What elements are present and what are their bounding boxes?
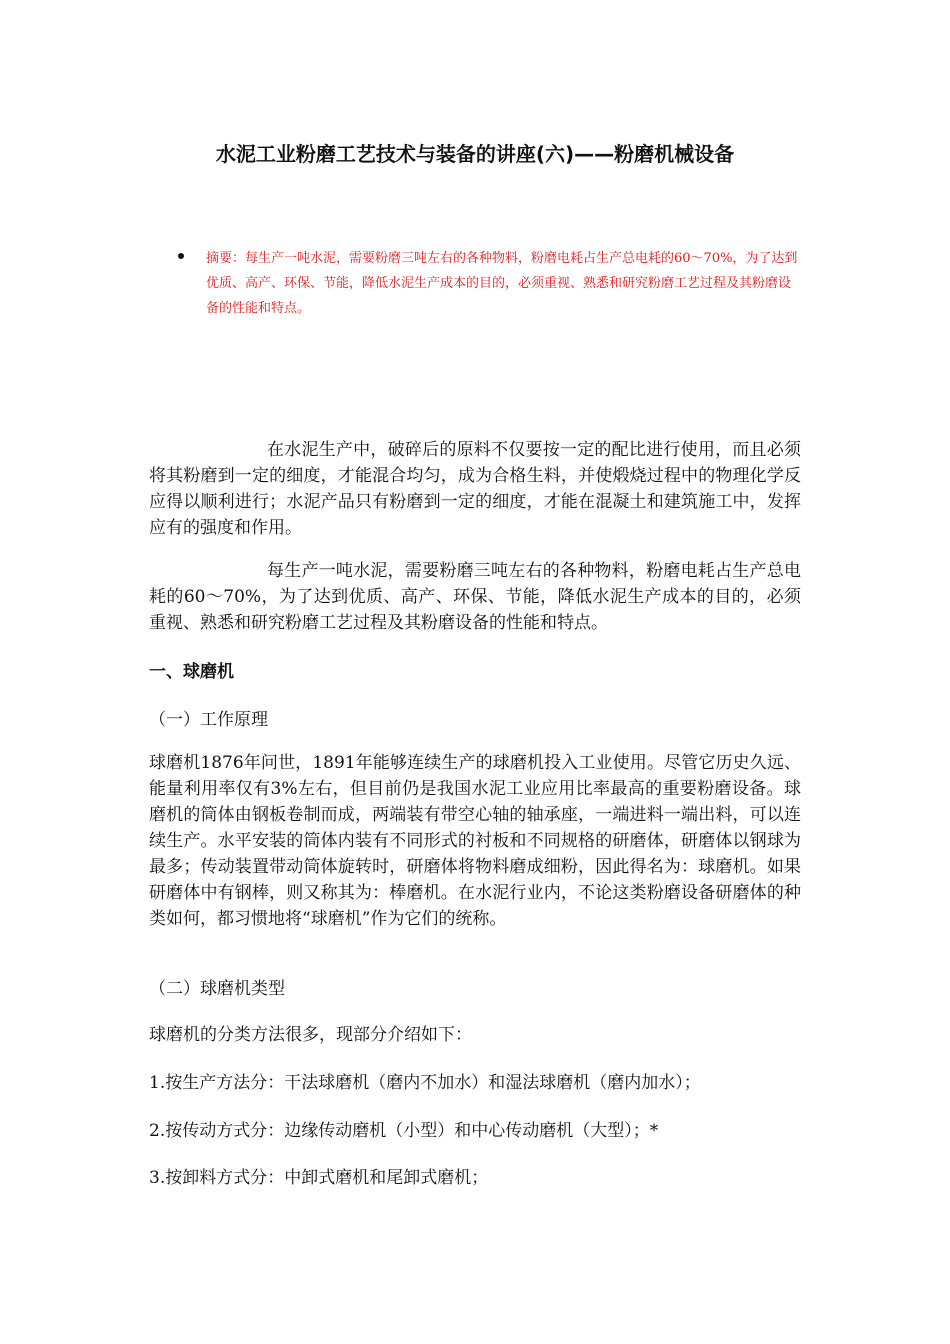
section-heading-ball-mill: 一、球磨机 — [149, 662, 234, 682]
abstract-text: 摘要：每生产一吨水泥，需要粉磨三吨左右的各种物料，粉磨电耗占生产总电耗的60～70%，为了达到优质、高产、环保、节能，降低水泥生产成本的目的，必须重视、熟悉和研究粉磨工艺过程及其粉磨设备的性能和特点。 — [206, 251, 798, 316]
list-item: 3.按卸料方式分：中卸式磨机和尾卸式磨机； — [149, 1168, 489, 1188]
list-item: 2.按传动方式分：边缘传动磨机（小型）和中心传动磨机（大型）；* — [149, 1121, 659, 1141]
paragraph-classification: 球磨机的分类方法很多，现部分介绍如下： — [149, 1025, 472, 1045]
paragraph-ball-mill-history: 球磨机1876年问世，1891年能够连续生产的球磨机投入工业使用。尽管它历史久远、能量利用率仅有3%左右，但目前仍是我国水泥工业应用比率最高的重要粉磨设备。球磨机的筒体由钢板卷制而成，两端装有带空心轴的轴承座，一端进料一端出料，可以连续生产。水平安装的筒体内装有不同形式的衬板和不同规格的研磨体，研磨体以钢球为最多；传动装置带动筒体旋转时，研磨体将物料磨成细粉，因此得名为：球磨机。如果研磨体中有钢棒，则又称其为：棒磨机。在水泥行业内，不论这类粉磨设备研磨体的种类如何，都习惯地将“球磨机”作为它们的统称。 — [149, 753, 801, 929]
list-item: 1.按生产方法分：干法球磨机（磨内不加水）和湿法球磨机（磨内加水）； — [149, 1073, 701, 1093]
paragraph-consumption: 每生产一吨水泥，需要粉磨三吨左右的各种物料，粉磨电耗占生产总电耗的60～70%，为了达到优质、高产、环保、节能，降低水泥生产成本的目的，必须重视、熟悉和研究粉磨工艺过程及其粉磨设备的性能和特点。 — [149, 561, 801, 633]
bullet-icon — [178, 253, 184, 259]
document-title: 水泥工业粉磨工艺技术与装备的讲座(六)——粉磨机械设备 — [215, 142, 735, 166]
subsection-heading-types: （二）球磨机类型 — [149, 979, 285, 999]
paragraph-intro: 在水泥生产中，破碎后的原料不仅要按一定的配比进行使用，而且必须将其粉磨到一定的细度，才能混合均匀，成为合格生料，并使煅烧过程中的物理化学反应得以顺利进行；水泥产品只有粉磨到一定的细度，才能在混凝土和建筑施工中，发挥应有的强度和作用。 — [149, 440, 801, 538]
subsection-heading-principle: （一）工作原理 — [149, 710, 268, 730]
